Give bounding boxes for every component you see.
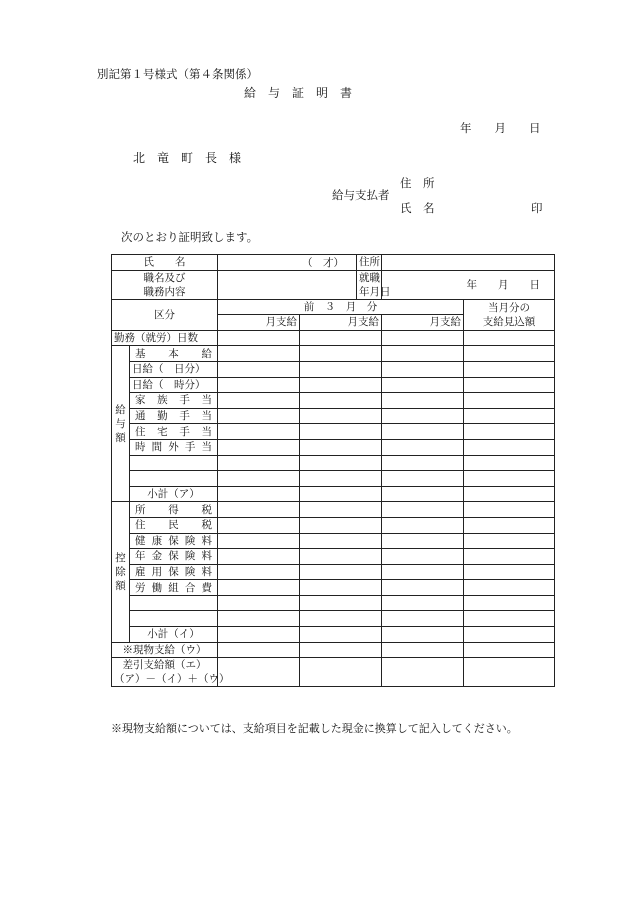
deduction-blank-label [130,611,218,627]
deduction-row [112,611,555,627]
deduction-item-label: 所 得 税 [130,502,218,518]
salary-row [112,361,555,377]
salary-subtotal-label: 小計（ア） [130,486,218,502]
deduction-row [112,627,555,643]
addressee: 北 竜 町 長 様 [133,151,242,165]
salary-section [112,346,555,502]
salary-blank-label [130,455,218,471]
intro-text: 次のとおり証明致します。 [121,230,259,244]
hire-date-value: 年 月 日 [382,270,555,299]
seal-mark: 印 [531,201,543,215]
footnote: ※現物支給額については、支給項目を記載した現金に換算して記入してください。 [111,722,518,735]
job-value [218,270,357,299]
deduction-row [112,549,555,565]
salary-item-label: 住 宅 手 当 [130,424,218,440]
salary-row [112,346,555,362]
name-label: 氏 名 [400,201,435,215]
category-header: 区分 [112,299,218,330]
deduction-section [112,502,555,642]
prev-months-header: 前 ３ 月 分 [218,299,464,315]
month-pay-header-2: 月支給 [300,315,382,331]
hire-header: 就職 年月日 [357,270,382,299]
salary-row [112,439,555,455]
salary-blank-label [130,471,218,487]
salary-certificate-table [111,254,555,687]
salary-group-label: 給 与 額 [112,346,130,502]
work-days-label: 勤務（就労）日数 [112,330,218,346]
salary-item-label: 日給（ 日分） [130,361,218,377]
payer-label: 給与支払者 [332,188,390,202]
deduction-item-label: 雇 用 保 険 料 [130,564,218,580]
salary-row [112,424,555,440]
month-pay-header-1: 月支給 [218,315,300,331]
deduction-row [112,517,555,533]
deduction-row [112,564,555,580]
deduction-row [112,580,555,596]
salary-row [112,486,555,502]
deduction-row [112,502,555,518]
residence-header: 住所 [357,255,382,271]
salary-item-label: 日給（ 時分） [130,377,218,393]
name-age-cell: （ 才） [218,255,357,271]
salary-row [112,455,555,471]
current-month-header: 当月分の 支給見込額 [464,299,555,330]
month-pay-header-3: 月支給 [382,315,464,331]
deduction-row [112,595,555,611]
form-number-label: 別記第１号様式（第４条関係） [97,67,258,81]
deduction-blank-label [130,595,218,611]
salary-row [112,377,555,393]
deduction-subtotal-label: 小計（イ） [130,627,218,643]
address-label: 住 所 [400,176,435,190]
deduction-item-label: 住 民 税 [130,517,218,533]
salary-row [112,408,555,424]
deduction-item-label: 年 金 保 険 料 [130,549,218,565]
deduction-item-label: 労 働 組 合 費 [130,580,218,596]
net-pay-label: 差引支給額（エ） （ア）－（イ）＋（ウ） [112,658,218,687]
name-header: 氏 名 [112,255,218,271]
deduction-group-label: 控 除 額 [112,502,130,642]
deduction-item-label: 健 康 保 険 料 [130,533,218,549]
page-title: 給 与 証 明 書 [244,86,353,100]
salary-item-label: 通 勤 手 当 [130,408,218,424]
residence-value [382,255,555,271]
salary-row [112,393,555,409]
job-header: 職名及び 職務内容 [112,270,218,299]
in-kind-label: ※現物支給（ウ） [112,642,218,658]
salary-item-label: 基 本 給 [130,346,218,362]
deduction-row [112,533,555,549]
salary-item-label: 家 族 手 当 [130,393,218,409]
salary-item-label: 時 間 外 手 当 [130,439,218,455]
salary-row [112,471,555,487]
date-line: 年 月 日 [460,121,541,135]
